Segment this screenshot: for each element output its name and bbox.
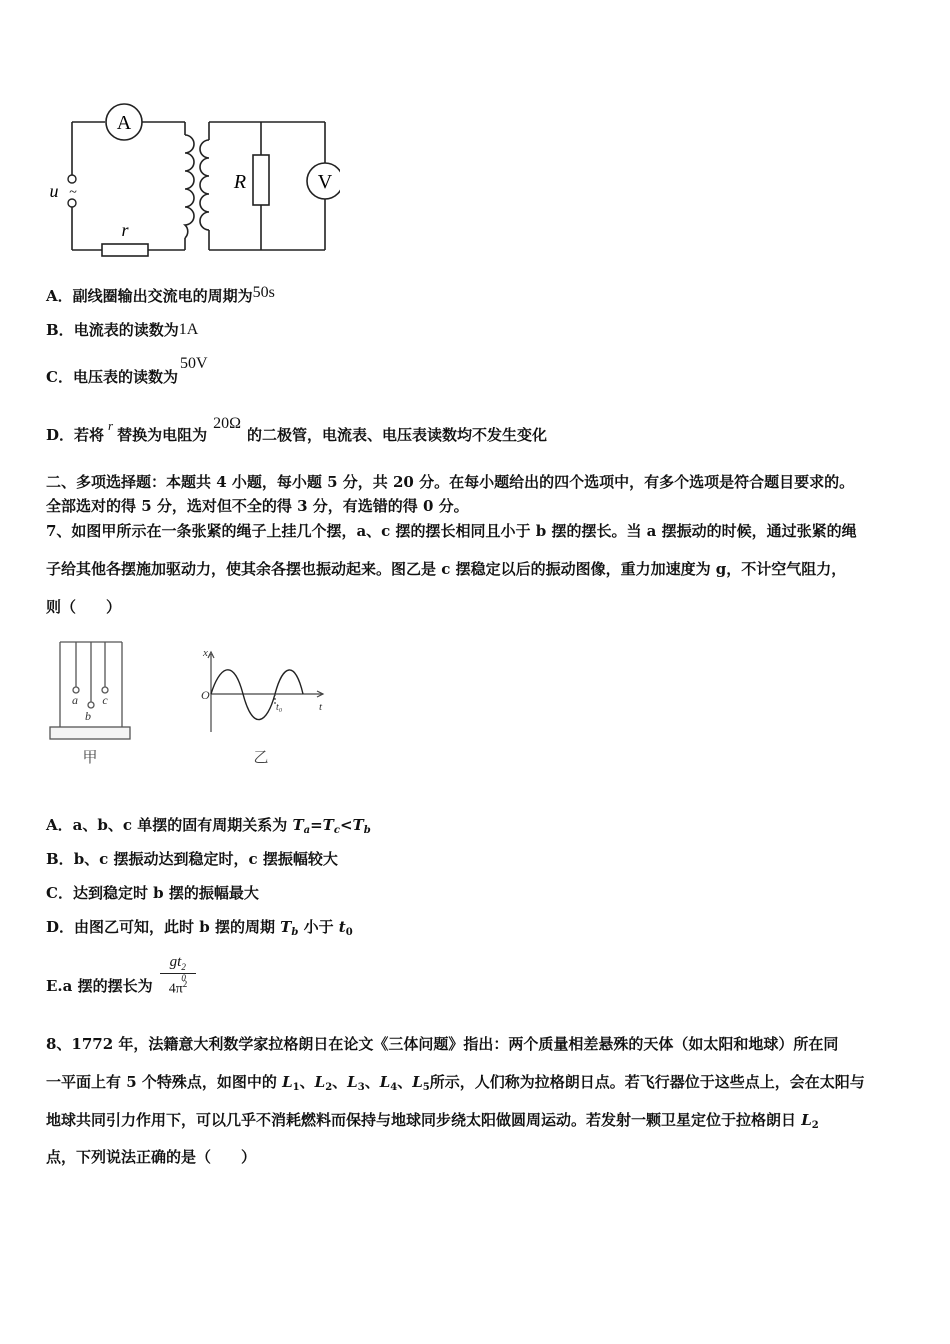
equals: = <box>310 816 323 834</box>
less-than: < <box>339 816 353 834</box>
resistor-r <box>102 220 148 256</box>
svg-text:乙: 乙 <box>253 750 269 766</box>
option-text: a、b、c 单摆的固有周期关系为 <box>72 816 293 834</box>
q7-option-a[interactable] <box>46 815 371 841</box>
section-2-instructions-line2: 全部选对的得 5 分，选对但不全的得 3 分，有选错的得 0 分。 <box>46 497 469 515</box>
svg-text:x: x <box>203 647 208 659</box>
pendulum-figure-jia <box>42 632 142 772</box>
option-label: A． <box>46 287 73 305</box>
option-text: 电压表的读数为 <box>72 368 178 386</box>
option-text: 若将 <box>74 426 105 444</box>
pendulum-length-fraction <box>160 952 196 1000</box>
option-text: 副线圈输出交流电的周期为 <box>72 287 253 305</box>
q6-option-b[interactable] <box>46 320 198 341</box>
q6-option-a[interactable] <box>46 286 275 307</box>
svg-text:~: ~ <box>69 185 77 200</box>
svg-text:t: t <box>319 701 323 713</box>
option-text: 电流表的读数为 <box>73 321 179 339</box>
section-2-instructions-line1: 二、多项选择题：本题共 4 小题，每小题 5 分，共 20 分。在每小题给出的四个选项中，有多个选项是符合题目要求的。 <box>46 473 855 491</box>
q8-stem-line2: 一平面上有 5 个特殊点，如图中的 $L_1$、$L_2$、$L_3$、$L_4$、$L_5$所示，人们称为拉格朗日点。若飞行器位于这些点上，会在太阳与 <box>46 1073 865 1093</box>
q7-option-e[interactable] <box>46 976 153 996</box>
option-text: 的二极管，电流表、电压表读数均不发生变化 <box>247 426 548 444</box>
option-text: 由图乙可知，此时 b 摆的周期 <box>74 918 281 936</box>
period-Ta: T <box>292 816 304 834</box>
option-label: D． <box>46 426 75 444</box>
ac-source <box>50 175 78 207</box>
option-label: B． <box>46 850 74 868</box>
option-label: B． <box>46 321 74 339</box>
option-label: C． <box>46 368 73 386</box>
subscript: 0 <box>345 927 353 938</box>
svg-text:c: c <box>102 693 108 707</box>
vibration-graph-yi <box>195 642 335 772</box>
option-value: 50V <box>179 355 208 372</box>
option-label: D． <box>46 918 75 936</box>
time-t0: t <box>338 918 346 936</box>
svg-text:甲: 甲 <box>82 750 98 766</box>
option-text: b、c 摆振动达到稳定时，c 摆振幅较大 <box>73 850 338 868</box>
option-value: 20Ω <box>213 415 241 432</box>
svg-text:t₀: t₀ <box>276 702 283 713</box>
subscript: b <box>363 825 371 836</box>
q7-option-d[interactable] <box>46 917 353 943</box>
svg-text:A: A <box>116 112 132 134</box>
resistor-r-symbol: r <box>108 418 114 433</box>
q7-option-b[interactable] <box>46 849 338 869</box>
svg-text:u: u <box>49 181 59 201</box>
transformer-circuit-figure <box>40 95 340 265</box>
option-text: 替换为电阻为 <box>117 426 208 444</box>
option-value: 50s <box>252 284 275 301</box>
subscript: a <box>303 825 311 836</box>
svg-text:R: R <box>233 171 247 193</box>
subscript: b <box>291 927 299 938</box>
svg-text:V: V <box>317 171 333 193</box>
period-Tb: T <box>352 816 364 834</box>
voltmeter-symbol <box>307 163 340 199</box>
q6-option-c[interactable] <box>46 355 208 388</box>
period-Tb: T <box>280 918 292 936</box>
option-value: 1A <box>178 321 199 338</box>
subscript: c <box>333 825 340 836</box>
svg-text:O: O <box>201 688 210 702</box>
q7-stem-line1: 7、如图甲所示在一条张紧的绳子上挂几个摆，a、c 摆的摆长相同且小于 b 摆的摆长。当 a 摆振动的时候，通过张紧的绳 <box>46 522 857 540</box>
option-label: A． <box>46 816 73 834</box>
q7-stem-line2: 子给其他各摆施加驱动力，使其余各摆也振动起来。图乙是 c 摆稳定以后的振动图像，重力加速度为 g，不计空气阻力， <box>46 560 847 578</box>
svg-text:b: b <box>85 709 91 723</box>
svg-text:a: a <box>72 693 78 707</box>
period-Tc: T <box>322 816 334 834</box>
q8-stem-line1: 8、1772 年，法籍意大利数学家拉格朗日在论文《三体问题》指出：两个质量相差悬殊的天体（如太阳和地球）所在同 <box>46 1035 839 1053</box>
svg-text:r: r <box>121 220 129 240</box>
q7-option-c[interactable] <box>46 883 259 903</box>
option-label: E. <box>46 977 63 995</box>
option-text: 达到稳定时 b 摆的振幅最大 <box>72 884 259 902</box>
ammeter-symbol <box>106 104 142 140</box>
option-text: a 摆的摆长为 <box>62 977 153 995</box>
q7-stem-line3: 则（ ） <box>46 598 122 616</box>
fraction-numerator: gt 2 0 <box>160 952 196 974</box>
option-label: C． <box>46 884 73 902</box>
option-text: 小于 <box>298 918 339 936</box>
q8-stem-line4: 点，下列说法正确的是（ ） <box>46 1148 257 1166</box>
resistor-R <box>233 155 269 205</box>
q8-stem-line3: 地球共同引力作用下，可以几乎不消耗燃料而保持与地球同步绕太阳做圆周运动。若发射一颗卫星定位于拉格朗日 $L_2$ <box>46 1111 819 1131</box>
q6-option-d[interactable] <box>46 415 548 446</box>
fraction-denominator: $4\pi^2$ <box>168 979 188 997</box>
